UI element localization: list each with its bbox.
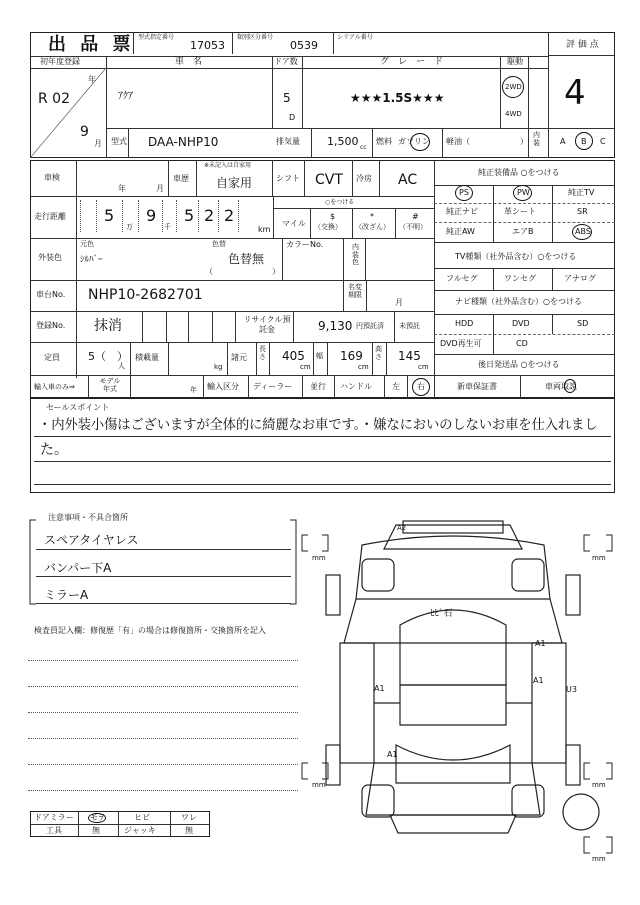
model-cert: 17053 bbox=[190, 39, 225, 52]
dmg-a1-right2: A1 bbox=[533, 676, 544, 685]
color-no-label: カラーNo. bbox=[286, 240, 324, 249]
load-unit: kg bbox=[214, 363, 223, 371]
mm-bl: mm bbox=[312, 781, 326, 789]
paren-close: ） bbox=[272, 267, 280, 276]
serial-label: シリアル番号 bbox=[337, 34, 373, 41]
mileage-label: 走行距離 bbox=[34, 212, 66, 221]
len-unit: cm bbox=[300, 363, 311, 371]
ware: ワレ bbox=[181, 813, 197, 822]
paren-open: （ bbox=[205, 267, 213, 276]
import-year-unit: 年 bbox=[190, 386, 197, 394]
nc-month: 月 bbox=[395, 298, 403, 307]
car-name: ｱｸｱ bbox=[118, 91, 133, 102]
parallel: 並行 bbox=[310, 382, 326, 391]
import-type-label: 輸入区分 bbox=[207, 382, 239, 391]
door-mirror: ドアミラー bbox=[34, 813, 74, 822]
shift-label: シフト bbox=[276, 174, 300, 183]
cap-unit: 人 bbox=[118, 362, 125, 370]
navi-hdd: HDD bbox=[455, 319, 474, 328]
mileage-d5: 2 bbox=[224, 206, 235, 225]
navi-cd: CD bbox=[516, 339, 528, 348]
equip-title: 純正装備品 ○をつける bbox=[478, 168, 560, 177]
orig-color: ｼﾙﾊﾞｰ bbox=[80, 255, 103, 265]
drive-2wd-circle bbox=[502, 76, 524, 98]
fuel-circle bbox=[410, 133, 430, 151]
dmg-hibiishi: ﾋﾋﾞ石 bbox=[430, 609, 453, 619]
inspect-year-unit: 年 bbox=[118, 184, 126, 193]
door-label: ドア数 bbox=[274, 57, 298, 66]
sales-line2: た。 bbox=[40, 442, 68, 458]
int-color-label: 内装色 bbox=[352, 243, 359, 267]
circle-note: ○をつける bbox=[325, 199, 355, 206]
disp: 1,500 bbox=[327, 135, 359, 148]
recycle-no: 未預託 bbox=[399, 322, 420, 330]
navi-dvdplay: DVD再生可 bbox=[440, 339, 482, 348]
history-note: ※未記入は自家用 bbox=[204, 162, 252, 169]
navi-sd: SD bbox=[577, 319, 589, 328]
hibi: ヒビ bbox=[134, 813, 150, 822]
name-change-label: 名変期限 bbox=[348, 283, 362, 299]
equip-leather: 革シート bbox=[504, 207, 536, 216]
mileage-d4: 2 bbox=[204, 206, 215, 225]
equip-sr: SR bbox=[577, 207, 588, 216]
disp-unit: cc bbox=[360, 144, 367, 151]
dmg-a2: A2 bbox=[397, 524, 407, 532]
sales-frame bbox=[30, 398, 615, 493]
car-name-label: 車 名 bbox=[175, 57, 203, 67]
reg-label: 登録No. bbox=[36, 321, 66, 330]
note-2: バンパー下A bbox=[44, 561, 112, 575]
repaint-val: 色替無 bbox=[228, 252, 265, 266]
mm-tr: mm bbox=[592, 554, 606, 562]
mm-tl: mm bbox=[312, 554, 326, 562]
equip-abs-circle bbox=[572, 224, 592, 240]
handle-left: 左 bbox=[392, 382, 400, 391]
sales-label: セールスポイント bbox=[46, 403, 110, 412]
equip-airb: エアB bbox=[512, 227, 534, 236]
grade-label: グ レ ー ド bbox=[380, 57, 444, 67]
mote: モテ bbox=[90, 813, 106, 822]
shift-val: CVT bbox=[315, 172, 343, 188]
inspect-label: 車検 bbox=[44, 173, 60, 182]
inspect-month-unit: 月 bbox=[156, 184, 164, 193]
tv-title: TV種類（社外品含む）○をつける bbox=[455, 252, 577, 261]
equip-pw: PW bbox=[517, 188, 530, 197]
ac-val: AC bbox=[398, 172, 418, 188]
recycle-val: 9,130 bbox=[318, 319, 353, 333]
light-oil-label: 軽油（ bbox=[446, 137, 470, 146]
year-unit: 年 bbox=[88, 75, 96, 84]
history-label: 車歴 bbox=[173, 174, 189, 183]
equip-pw-circle bbox=[513, 185, 532, 201]
dmg-a1-right: A1 bbox=[535, 639, 546, 648]
first-reg-era: R 02 bbox=[38, 91, 70, 107]
model-year-label: モデル年式 bbox=[99, 377, 121, 393]
dim-label: 諸元 bbox=[231, 353, 247, 362]
later-manual-circle bbox=[564, 379, 576, 393]
model: DAA-NHP10 bbox=[148, 135, 219, 149]
drive-4wd: 4WD bbox=[505, 110, 522, 118]
dmg-u3: U3 bbox=[566, 685, 577, 694]
handle-right: 右 bbox=[417, 382, 425, 391]
hei-label: 高さ bbox=[375, 345, 382, 361]
drive-2wd: 2WD bbox=[505, 83, 522, 91]
color-label: 外装色 bbox=[38, 253, 62, 262]
int-c: C bbox=[600, 137, 606, 146]
equip-navi: 純正ナビ bbox=[446, 207, 478, 216]
door-count: 5 bbox=[283, 91, 291, 105]
light-oil-close: ） bbox=[520, 137, 528, 146]
equip-ps-circle bbox=[455, 185, 473, 201]
mileage-km: km bbox=[258, 225, 271, 234]
len: 405 bbox=[282, 349, 305, 363]
jack-none: 無 bbox=[185, 826, 193, 835]
dmg-a1-bottom: A1 bbox=[387, 750, 398, 759]
navi-dvd: DVD bbox=[512, 319, 530, 328]
page-title: 出 品 票 bbox=[48, 34, 135, 55]
note-3: ミラーA bbox=[44, 588, 89, 602]
recycle-unit: 円預託済 bbox=[356, 322, 384, 330]
fuel-label: 燃料 bbox=[376, 137, 392, 146]
wid-unit: cm bbox=[358, 363, 369, 371]
int-b: B bbox=[581, 137, 587, 146]
dealer: ディーラー bbox=[253, 382, 293, 391]
first-reg-label: 初年度登録 bbox=[40, 57, 80, 66]
orig-color-label: 元色 bbox=[80, 240, 94, 248]
dollar-note: （交換） bbox=[314, 223, 342, 231]
first-reg-month: 9 bbox=[80, 124, 89, 140]
history-val: 自家用 bbox=[216, 176, 253, 190]
hei: 145 bbox=[398, 349, 421, 363]
sales-line1: ・内外装小傷はございますが全体的に綺麗なお車です。・嫌なにおいのしないお車を仕入れまし bbox=[38, 418, 598, 433]
mileage-sen: 千 bbox=[164, 223, 171, 231]
inspector-label: 検査員記入欄：修復歴「有」の場合は修復箇所・交換箇所を記入 bbox=[34, 626, 266, 635]
mileage-d2: 9 bbox=[146, 206, 157, 225]
cap-val: 5（ ） bbox=[88, 350, 128, 363]
tv-one: ワンセグ bbox=[504, 274, 536, 283]
equip-aw: 純正AW bbox=[446, 227, 475, 236]
category-label: 類別区分番号 bbox=[237, 34, 274, 41]
tools-none: 無 bbox=[92, 826, 100, 835]
mileage-d1: 5 bbox=[104, 206, 115, 225]
model-label: 型式 bbox=[111, 137, 127, 146]
tv-full: フルセグ bbox=[446, 274, 478, 283]
navi-title: ナビ種類（社外品含む）○をつける bbox=[455, 297, 582, 306]
dmg-a1-left: A1 bbox=[374, 684, 385, 693]
handle-label: ハンドル bbox=[340, 382, 372, 391]
jack: ジャッキ bbox=[124, 826, 156, 835]
grade: ★★★1.5S★★★ bbox=[350, 91, 445, 105]
hash: # bbox=[412, 212, 419, 221]
drive-label: 駆動 bbox=[507, 57, 523, 66]
mileage-man: 万 bbox=[126, 223, 133, 231]
mote-strike bbox=[88, 813, 106, 823]
disp-label: 排気量 bbox=[276, 137, 300, 146]
rating-label: 評 価 点 bbox=[566, 40, 599, 50]
later-warranty: 新車保証書 bbox=[457, 382, 497, 391]
month-unit: 月 bbox=[94, 139, 102, 148]
interior-label: 内装 bbox=[533, 131, 540, 147]
rating-value: 4 bbox=[564, 73, 586, 113]
chassis-label: 車台No. bbox=[36, 290, 66, 299]
notes-label: 注意事項・不具合箇所 bbox=[48, 513, 128, 522]
equip-tv: 純正TV bbox=[568, 188, 595, 197]
star-note: （改ざん） bbox=[355, 223, 390, 231]
later-title: 後日発送品 ○をつける bbox=[478, 360, 560, 369]
equip-ps: PS bbox=[459, 188, 469, 197]
dollar: $ bbox=[330, 212, 336, 221]
model-cert-label: 型式指定番号 bbox=[138, 34, 175, 41]
recycle-label: リサイクル預託金 bbox=[243, 315, 291, 334]
mileage-d3: 5 bbox=[184, 206, 195, 225]
category: 0539 bbox=[290, 39, 318, 52]
len-label: 長さ bbox=[259, 345, 266, 361]
int-a: A bbox=[560, 137, 566, 146]
wid: 169 bbox=[340, 349, 363, 363]
handle-right-circle bbox=[412, 378, 430, 396]
wid-label: 幅 bbox=[316, 352, 323, 360]
hei-unit: cm bbox=[418, 363, 429, 371]
tools: 工具 bbox=[46, 826, 62, 835]
ac-label: 冷房 bbox=[356, 174, 372, 183]
door-type: D bbox=[289, 113, 296, 122]
int-b-circle bbox=[575, 132, 593, 150]
star: * bbox=[370, 212, 374, 221]
import-label: 輸入車のみ⇒ bbox=[34, 383, 75, 391]
mm-br: mm bbox=[592, 781, 606, 789]
note-1: スペアタイヤレス bbox=[44, 533, 139, 547]
mm-spare: mm bbox=[592, 855, 606, 863]
later-manual: 車両取説 bbox=[545, 382, 577, 391]
reg-val: 抹消 bbox=[94, 318, 122, 334]
fuel-val: ガソリン bbox=[398, 137, 430, 146]
load-label: 積載量 bbox=[135, 353, 159, 362]
chassis: NHP10-2682701 bbox=[88, 287, 203, 303]
mile-label: マイル bbox=[282, 219, 306, 228]
equip-abs: ABS bbox=[575, 227, 591, 236]
tv-analog: アナログ bbox=[564, 274, 596, 283]
hash-note: （不明） bbox=[399, 223, 427, 231]
repaint-label: 色替 bbox=[212, 240, 226, 248]
cap-label: 定員 bbox=[44, 353, 60, 362]
